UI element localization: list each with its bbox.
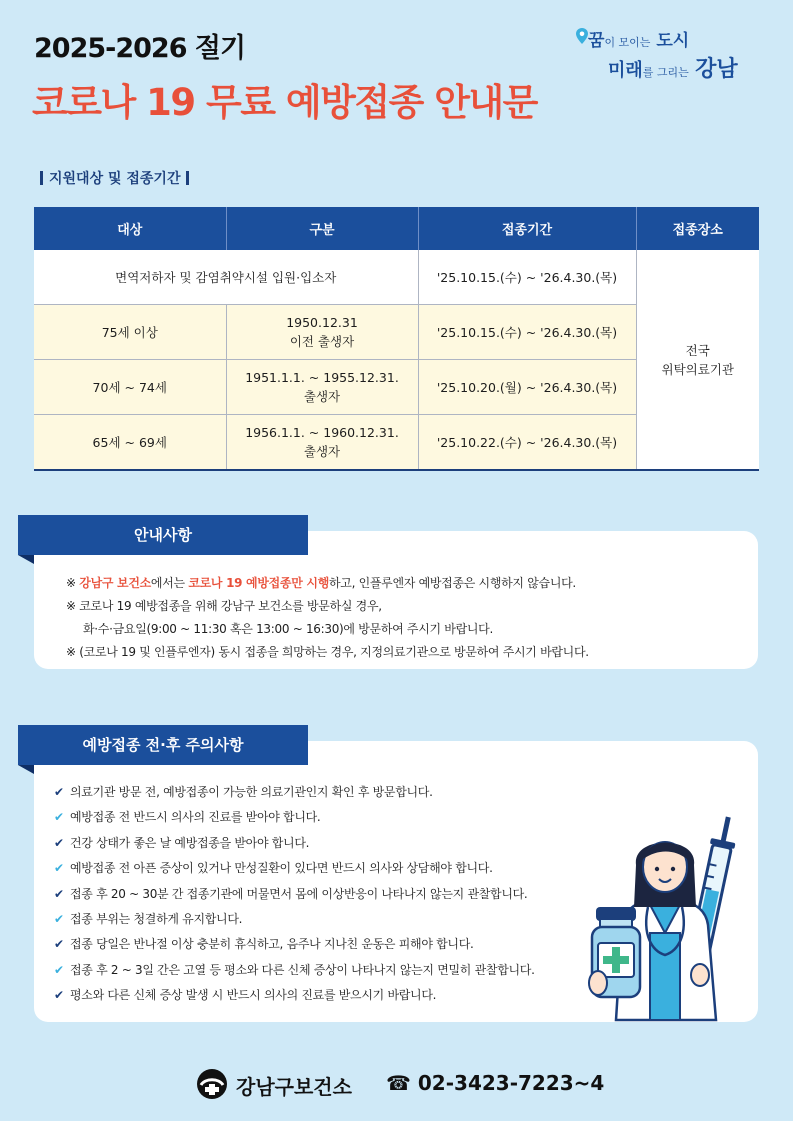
precautions-list <box>54 780 535 1009</box>
notice-title: 안내사항 <box>134 526 192 544</box>
section-eligibility-title <box>34 168 195 188</box>
table-row <box>34 250 759 305</box>
location-pin-icon <box>576 28 588 44</box>
row-target: 75세 이상 <box>34 305 226 360</box>
list-item <box>54 983 535 1008</box>
category-line2: 이전 출생자 <box>289 334 355 349</box>
place-line2: 위탁의료기관 <box>661 361 734 377</box>
list-item <box>54 882 535 907</box>
check-icon: ✔ <box>54 886 64 901</box>
eligibility-table <box>34 207 759 471</box>
row-period: '25.10.15.(수) ~ '26.4.30.(목) <box>418 305 636 360</box>
notice-list <box>66 572 589 664</box>
category-line1: 1951.1.1. ~ 1955.12.31. <box>245 370 399 385</box>
doctor-vaccine-illustration <box>588 815 758 1025</box>
phone-number <box>386 1071 604 1095</box>
place-line1: 전국 <box>685 342 710 358</box>
slogan-future: 미래 <box>608 60 643 81</box>
list-item <box>54 907 535 932</box>
slogan-city: 도시 <box>656 31 690 51</box>
slogan-draw: 를 그리는 <box>642 66 689 79</box>
notice-mark: ※ <box>66 576 76 590</box>
list-item <box>54 805 535 830</box>
row-category <box>226 305 418 360</box>
notice-tag <box>18 515 308 555</box>
slogan-gangnam: 강남 <box>695 57 738 82</box>
check-icon: ✔ <box>54 912 64 927</box>
row-target: 면역저하자 및 감염취약시설 입원·입소자 <box>34 250 418 305</box>
list-item-text: 예방접종 전 반드시 의사의 진료를 받아야 합니다. <box>70 810 321 825</box>
category-line2: 출생자 <box>303 444 341 459</box>
col-header-place: 접종장소 <box>636 207 759 250</box>
category-line1: 1950.12.31 <box>286 315 358 330</box>
row-category <box>226 360 418 415</box>
list-item-text: 건강 상태가 좋은 날 예방접종을 받아야 합니다. <box>70 835 310 850</box>
list-item-text: 의료기관 방문 전, 예방접종이 가능한 의료기관인지 확인 후 방문합니다. <box>70 785 433 799</box>
list-item <box>54 831 535 856</box>
notice-text: 하고, 인플루엔자 예방접종은 시행하지 않습니다. <box>328 576 576 590</box>
phone-icon: ☎ <box>386 1071 411 1095</box>
slogan-gather: 이 모이는 <box>604 36 651 49</box>
gangnam-slogan-logo <box>588 26 768 83</box>
list-item-text: 예방접종 전 아픈 증상이 있거나 만성질환이 있다면 반드시 의사와 상담해야 합니다. <box>70 861 493 876</box>
list-item-text: 평소와 다른 신체 증상 발생 시 반드시 의사의 진료를 받으시기 바랍니다. <box>70 988 437 1003</box>
notice-item: ※ (코로나 19 및 인플루엔자) 동시 접종을 희망하는 경우, 지정의료기관으로 방문하여 주시기 바랍니다. <box>66 645 589 659</box>
row-target: 70세 ~ 74세 <box>34 360 226 415</box>
category-line2: 출생자 <box>303 389 341 404</box>
check-icon: ✔ <box>54 861 64 876</box>
col-header-target: 대상 <box>34 207 226 250</box>
main-title: 코로나 19 무료 예방접종 안내문 <box>32 81 537 124</box>
notice-item <box>66 572 589 595</box>
notice-item: ※ 코로나 19 예방접종을 위해 강남구 보건소를 방문하실 경우, <box>66 599 382 613</box>
list-item <box>54 958 535 983</box>
row-target: 65세 ~ 69세 <box>34 415 226 471</box>
season-title: 2025-2026 절기 <box>34 33 246 64</box>
phone-text: 02-3423-7223~4 <box>417 1071 605 1095</box>
row-category <box>226 415 418 471</box>
list-item <box>54 932 535 957</box>
row-period: '25.10.22.(수) ~ '26.4.30.(목) <box>418 415 636 471</box>
health-center-name: 강남구보건소 <box>236 1075 352 1099</box>
check-icon: ✔ <box>54 988 64 1003</box>
slogan-dream: 꿈 <box>588 31 605 51</box>
title-bar-left <box>40 171 43 185</box>
table-header-row <box>34 207 759 250</box>
list-item-text: 접종 후 2 ~ 3일 간은 고열 등 평소와 다른 신체 증상이 나타나지 않는지 면밀히 관찰합니다. <box>70 962 535 977</box>
list-item-text: 접종 부위는 청결하게 유지합니다. <box>70 912 243 927</box>
list-item <box>54 856 535 881</box>
list-item <box>54 780 535 805</box>
vaccination-place <box>636 250 759 470</box>
section-eligibility-label: 지원대상 및 접종기간 <box>49 171 181 187</box>
row-period: '25.10.20.(월) ~ '26.4.30.(목) <box>418 360 636 415</box>
title-bar-right <box>186 171 189 185</box>
precautions-title: 예방접종 전·후 주의사항 <box>82 736 244 754</box>
check-icon: ✔ <box>54 835 64 850</box>
check-icon: ✔ <box>54 937 64 952</box>
notice-text: 에서는 <box>150 576 185 590</box>
check-icon: ✔ <box>54 962 64 977</box>
notice-highlight-covid: 코로나 19 예방접종만 시행 <box>188 576 329 590</box>
precautions-tag <box>18 725 308 765</box>
check-icon: ✔ <box>54 785 64 799</box>
row-period: '25.10.15.(수) ~ '26.4.30.(목) <box>418 250 636 305</box>
notice-highlight-center: 강남구 보건소 <box>79 576 151 590</box>
notice-item-continued: 화·수·금요일(9:00 ~ 11:30 혹은 13:00 ~ 16:30)에 방문하여 주시기 바랍니다. <box>83 622 493 636</box>
health-center-logo-icon <box>196 1068 228 1100</box>
check-icon: ✔ <box>54 810 64 825</box>
list-item-text: 접종 당일은 반나절 이상 충분히 휴식하고, 음주나 지나친 운동은 피해야 합니다. <box>70 937 474 952</box>
list-item-text: 접종 후 20 ~ 30분 간 접종기관에 머물면서 몸에 이상반응이 나타나지 않는지 관찰합니다. <box>70 886 528 901</box>
category-line1: 1956.1.1. ~ 1960.12.31. <box>245 425 399 440</box>
col-header-category: 구분 <box>226 207 418 250</box>
col-header-period: 접종기간 <box>418 207 636 250</box>
